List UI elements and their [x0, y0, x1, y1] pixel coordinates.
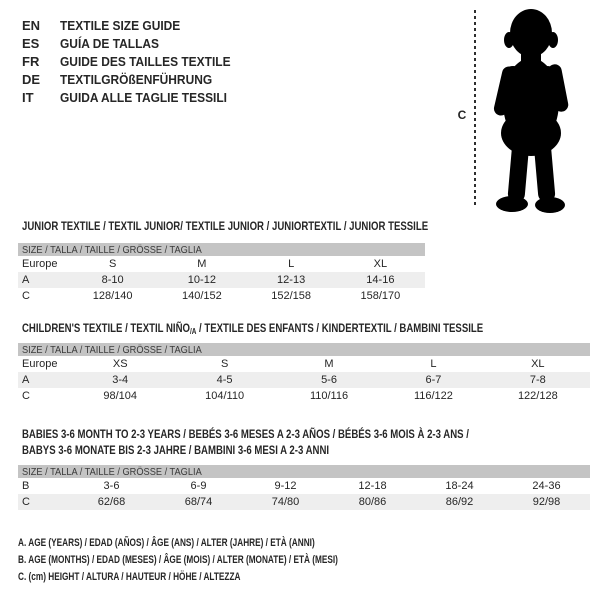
babies-table-title-line2: BABYS 3-6 MONATE BIS 2-3 JAHRE / BAMBINI 3-6 MESI A 2-3 ANNI: [22, 443, 330, 457]
height-cell: 80/86: [358, 496, 387, 508]
junior-row-europe: [18, 256, 425, 272]
height-dashed-line: [474, 10, 476, 208]
childrens-table-title-text: [22, 320, 483, 340]
language-row-en: [22, 16, 245, 34]
height-cell: 110/116: [309, 390, 349, 402]
height-measure-label: C: [457, 108, 467, 122]
junior-table-title: [22, 218, 530, 234]
size-cell: XS: [112, 358, 128, 370]
height-cell: 86/92: [445, 496, 474, 508]
legend-line-a: [18, 535, 445, 552]
language-title: TEXTILE SIZE GUIDE: [60, 17, 181, 33]
age-cell: 9-12: [274, 480, 297, 492]
junior-size-table: [18, 243, 425, 304]
language-row-de: [22, 70, 245, 88]
childrens-row-europe: [18, 356, 590, 372]
height-cell: 140/152: [181, 290, 222, 302]
legend-line-b: [18, 552, 445, 569]
language-row-fr: [22, 52, 245, 70]
age-cell: 10-12: [187, 274, 216, 286]
age-cell: 24-36: [532, 480, 561, 492]
title-part-rest: / TEXTILE DES ENFANTS / KINDERTEXTIL / BAMBINI TESSILE: [196, 321, 484, 335]
babies-table-title: [22, 426, 581, 458]
row-label: A: [22, 374, 30, 386]
row-label: C: [22, 496, 30, 508]
legend-line-c: [18, 569, 445, 586]
age-cell: 18-24: [445, 480, 474, 492]
size-cell: S: [220, 358, 229, 370]
size-cell: S: [108, 258, 117, 270]
language-row-it: [22, 88, 245, 106]
childrens-row-age-years: [18, 372, 590, 388]
junior-table-title-text: JUNIOR TEXTILE / TEXTIL JUNIOR/ TEXTILE JUNIOR / JUNIORTEXTIL / JUNIOR TESSILE: [22, 219, 429, 233]
language-title: TEXTILGRÖßENFÜHRUNG: [60, 71, 213, 87]
childrens-table-title: [22, 320, 598, 340]
age-cell: 6-9: [190, 480, 207, 492]
size-header-text: SIZE / TALLA / TAILLE / GRÖSSE / TAGLIA: [22, 343, 202, 356]
row-label: C: [22, 290, 30, 302]
legend-text: B. AGE (MONTHS) / EDAD (MESES) / ÂGE (MOIS) / ALTER (MONATE) / ETÀ (MESI): [18, 554, 338, 566]
height-cell: 92/98: [532, 496, 561, 508]
age-cell: 6-7: [425, 374, 442, 386]
title-part-main: CHILDREN'S TEXTILE / TEXTIL NIÑO: [22, 321, 190, 335]
babies-table-title-line1: BABIES 3-6 MONTH TO 2-3 YEARS / BEBÉS 3-6 MESES A 2-3 AÑOS / BÉBÉS 3-6 MOIS À 2-3 ANS /: [22, 427, 469, 441]
babies-row-height-cm: [18, 494, 590, 510]
height-cell: 104/110: [205, 390, 245, 402]
legend-text: C. (cm) HEIGHT / ALTURA / HAUTEUR / HÖHE / ALTEZZA: [18, 571, 241, 583]
title-part-sub: /A: [189, 327, 197, 336]
junior-row-height-cm: [18, 288, 425, 304]
row-label: A: [22, 274, 30, 286]
age-cell: 5-6: [321, 374, 337, 386]
language-code: FR: [22, 53, 40, 69]
row-label: C: [22, 390, 30, 402]
size-header-text: SIZE / TALLA / TAILLE / GRÖSSE / TAGLIA: [22, 243, 202, 256]
height-cell: 128/140: [92, 290, 133, 302]
language-title: GUÍA DE TALLAS: [60, 35, 160, 51]
height-cell: 158/170: [360, 290, 401, 302]
age-cell: 7-8: [529, 374, 546, 386]
age-cell: 8-10: [101, 274, 124, 286]
height-cell: 68/74: [184, 496, 213, 508]
babies-size-header-bar: [18, 465, 590, 478]
height-cell: 122/128: [517, 390, 558, 402]
legend-text: A. AGE (YEARS) / EDAD (AÑOS) / ÂGE (ANS) / ALTER (JAHRE) / ETÀ (ANNI): [18, 537, 315, 549]
size-cell: L: [430, 358, 437, 370]
height-cell: 98/104: [103, 390, 138, 402]
babies-row-age-months: [18, 478, 590, 494]
language-code: ES: [22, 35, 40, 51]
size-cell: XL: [531, 358, 545, 370]
language-code: EN: [22, 17, 41, 33]
language-title-block: [22, 16, 245, 106]
babies-size-table: [18, 465, 590, 510]
age-cell: 3-6: [103, 480, 120, 492]
row-label: Europe: [22, 358, 58, 370]
height-cell: 152/158: [271, 290, 311, 302]
childrens-size-header-bar: [18, 343, 590, 356]
size-header-text: SIZE / TALLA / TAILLE / GRÖSSE / TAGLIA: [22, 465, 202, 478]
age-cell: 12-18: [358, 480, 387, 492]
childrens-size-table: [18, 343, 590, 404]
size-cell: M: [197, 258, 207, 270]
childrens-row-height-cm: [18, 388, 590, 404]
language-row-es: [22, 34, 245, 52]
junior-row-age-years: [18, 272, 425, 288]
size-cell: L: [288, 258, 295, 270]
age-cell: 12-13: [277, 274, 306, 286]
row-label: Europe: [22, 258, 58, 270]
height-cell: 62/68: [97, 496, 126, 508]
language-code: IT: [22, 89, 34, 105]
row-label: B: [22, 480, 30, 492]
age-cell: 4-5: [216, 374, 233, 386]
language-title: GUIDA ALLE TAGLIE TESSILI: [60, 89, 228, 105]
size-cell: M: [324, 358, 334, 370]
language-title: GUIDE DES TAILLES TEXTILE: [60, 53, 231, 69]
age-cell: 3-4: [112, 374, 129, 386]
age-cell: 14-16: [366, 274, 395, 286]
language-code: DE: [22, 71, 41, 87]
height-cell: 74/80: [271, 496, 300, 508]
legend-block: [18, 535, 445, 586]
baby-silhouette: [483, 6, 579, 216]
junior-size-header-bar: [18, 243, 425, 256]
height-cell: 116/122: [413, 390, 453, 402]
size-cell: XL: [373, 258, 388, 270]
